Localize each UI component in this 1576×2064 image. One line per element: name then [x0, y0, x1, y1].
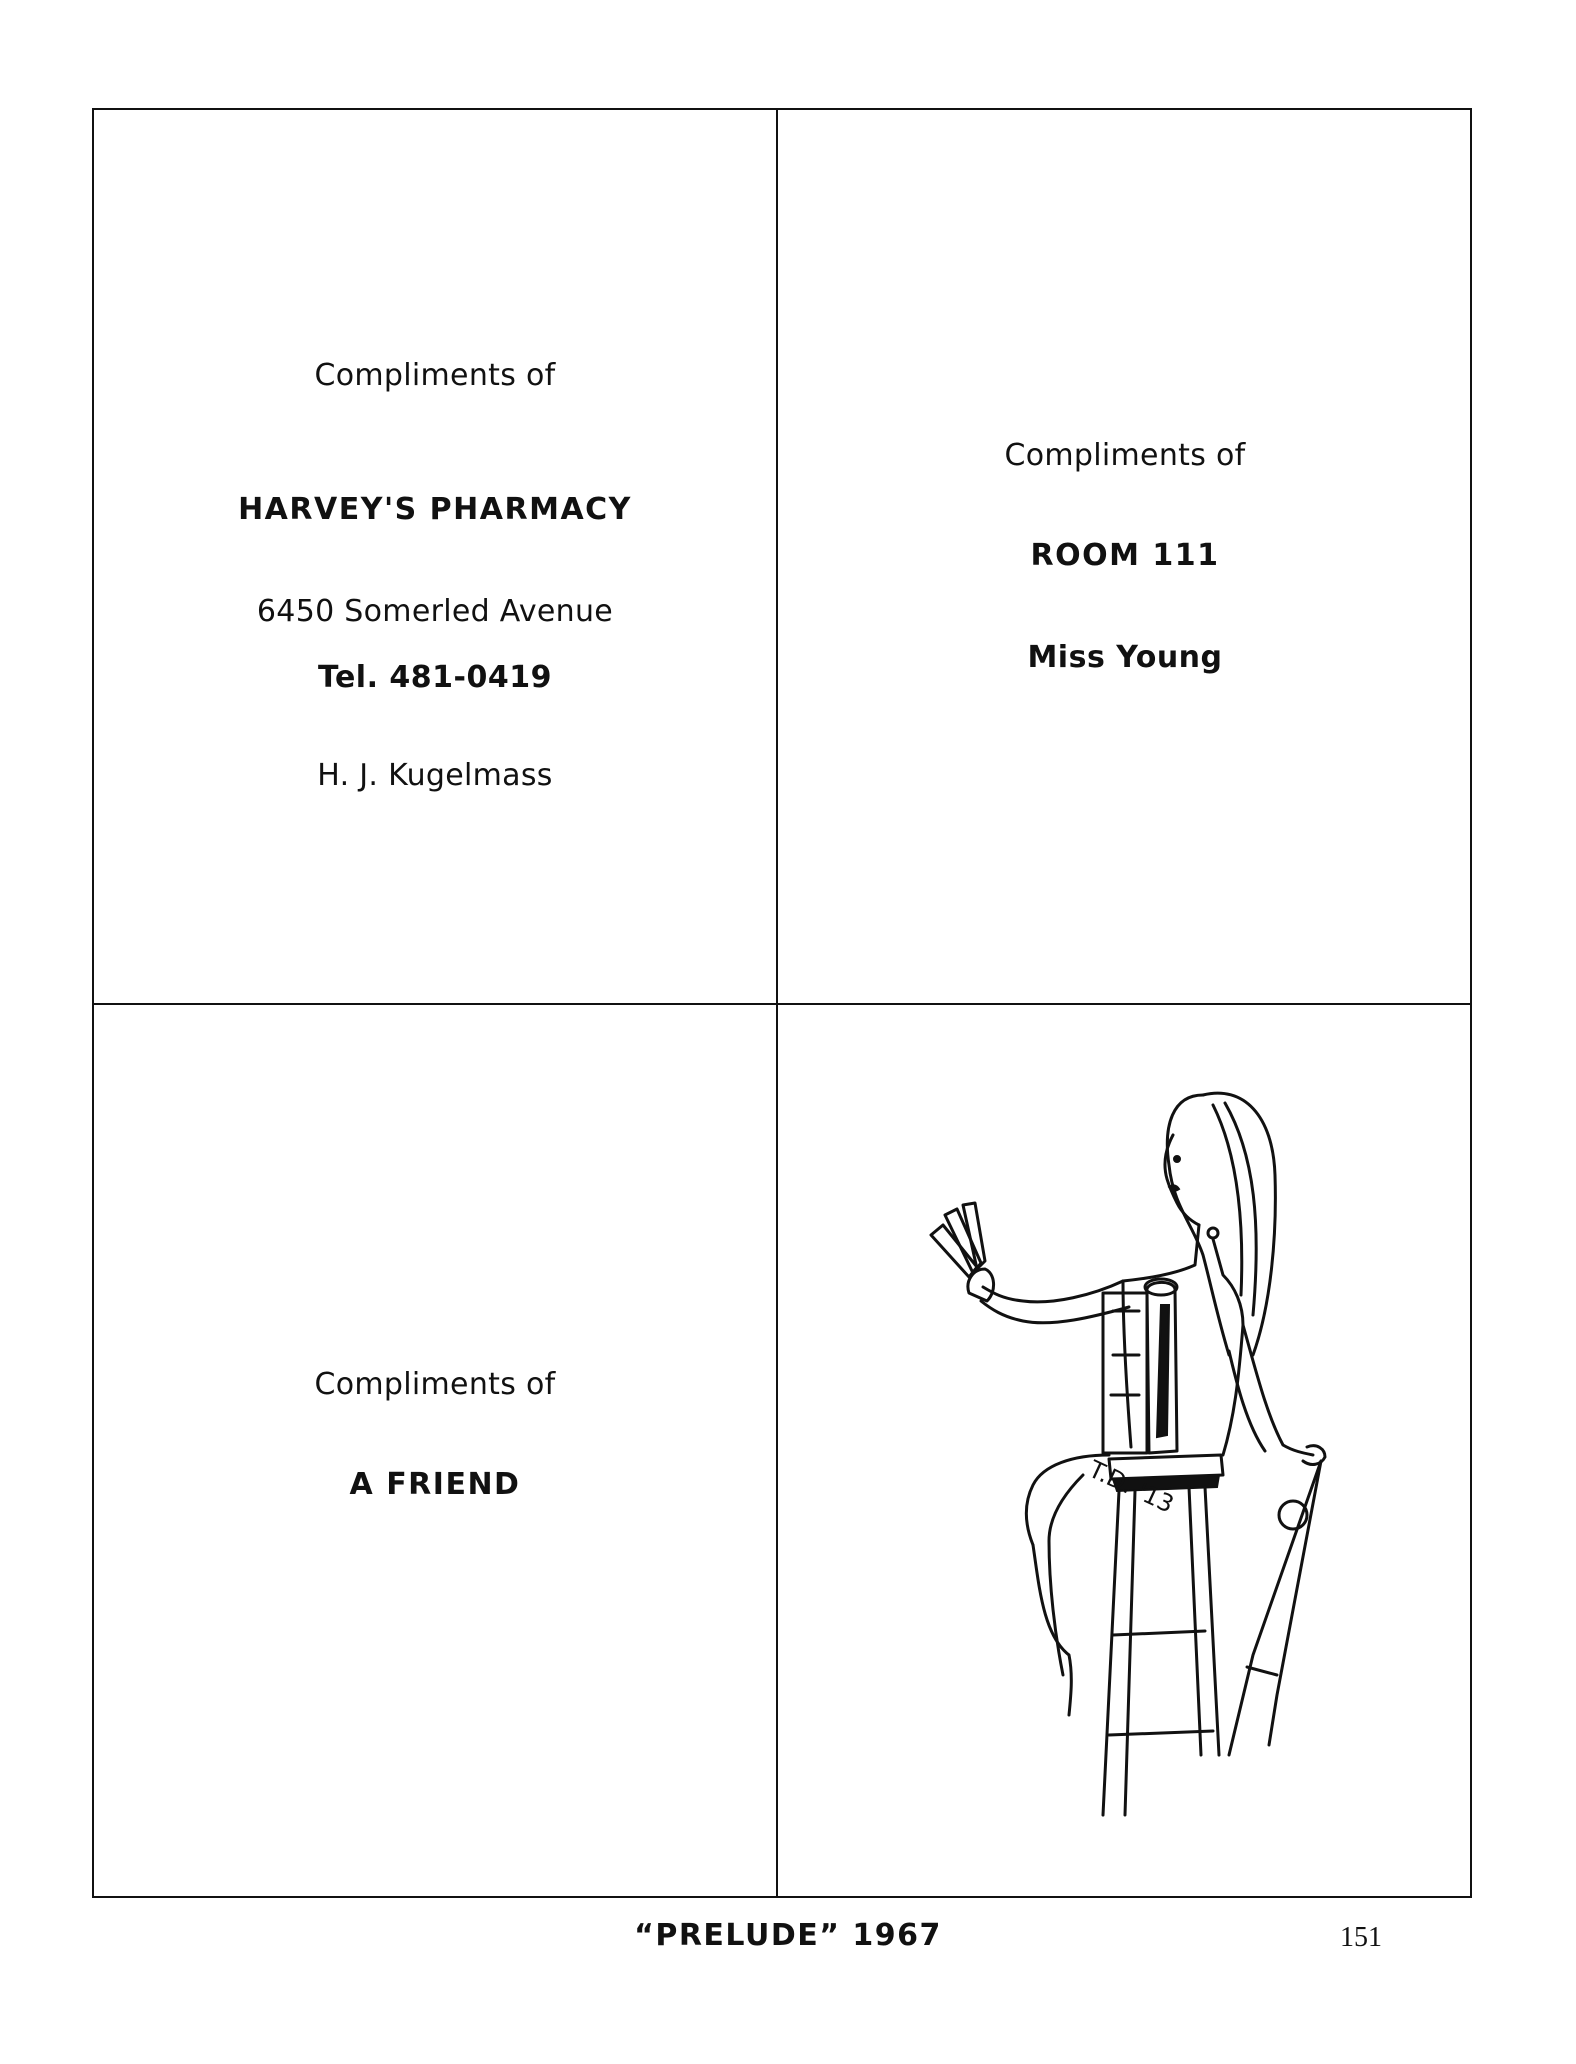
illustration-cell [778, 1005, 1472, 1898]
ad-proprietor: H. J. Kugelmass [317, 758, 553, 793]
ad-heading: Compliments of [314, 358, 556, 393]
ad-address: 6450 Somerled Avenue [256, 594, 614, 629]
page-number: 151 [1340, 1922, 1382, 1953]
ad-heading: Compliments of [314, 1367, 556, 1402]
ad-a-friend [94, 1005, 776, 1898]
ad-room-111 [778, 110, 1472, 1003]
ad-harveys-pharmacy [94, 110, 776, 1003]
ad-business-name: HARVEY'S PHARMACY [238, 492, 632, 527]
woman-on-stool-illustration [873, 1055, 1333, 1835]
ad-business-name: A FRIEND [349, 1467, 521, 1502]
ad-heading: Compliments of [1004, 438, 1246, 473]
ad-teacher: Miss Young [1027, 640, 1223, 675]
ad-grid [92, 108, 1472, 1898]
illustration-signature: T.D. '13 [1084, 1455, 1179, 1519]
ad-phone: Tel. 481-0419 [317, 660, 553, 695]
ad-business-name: ROOM 111 [1030, 538, 1220, 573]
yearbook-title: “PRELUDE” 1967 [634, 1918, 942, 1953]
